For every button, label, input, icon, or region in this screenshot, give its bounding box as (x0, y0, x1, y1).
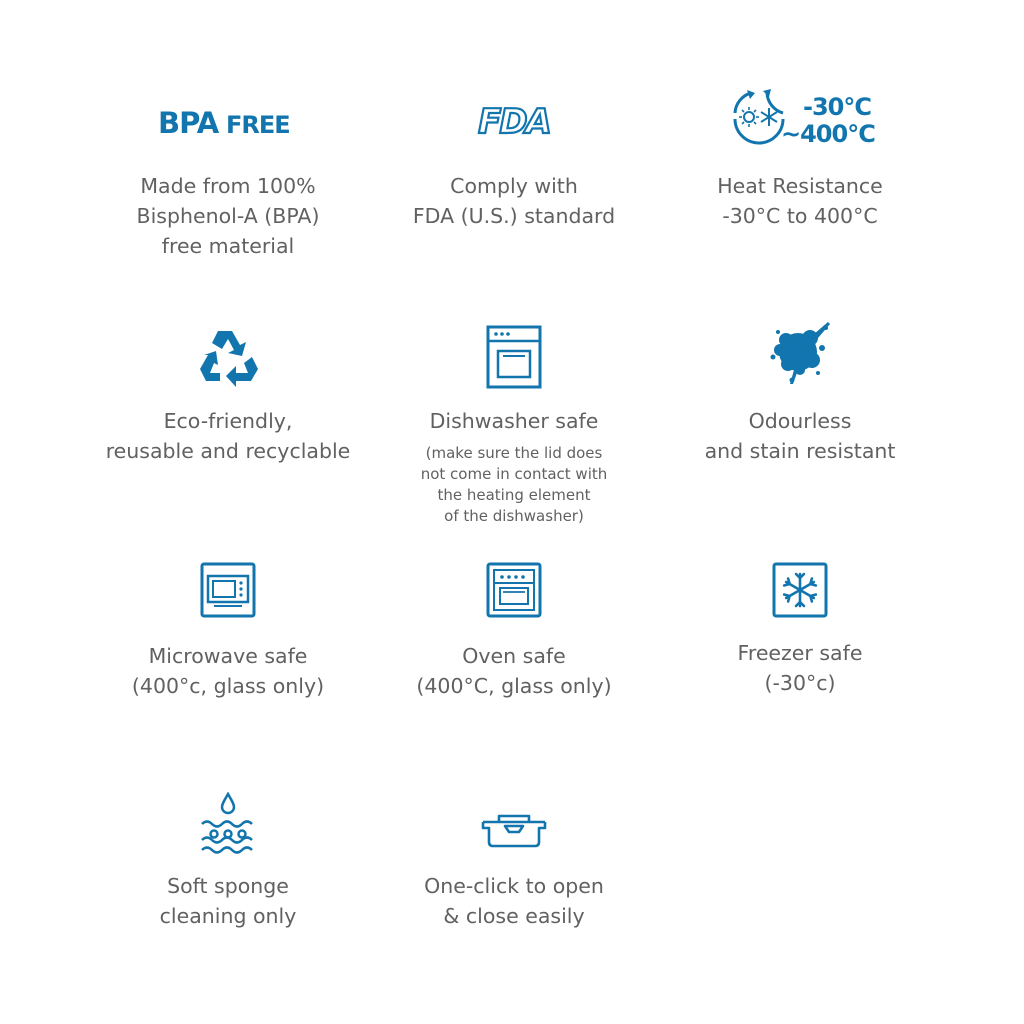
feature-eco-friendly (78, 325, 378, 475)
recycle-icon (196, 325, 260, 389)
oven-icon (486, 562, 542, 618)
svg-text:FREE: FREE (226, 111, 290, 139)
feature-one-click-lid (364, 812, 664, 942)
water-wash-icon (198, 792, 258, 856)
heat-resistance-description: Heat Resistance -30°C to 400°C (717, 174, 883, 228)
fda-logo-icon (469, 97, 559, 141)
snowflake-icon (772, 562, 828, 618)
dishwasher-icon (486, 325, 542, 389)
svg-text:-30°C: -30°C (803, 93, 871, 121)
fda-description: Comply with FDA (U.S.) standard (412, 174, 616, 228)
odourless-description: Odourless and stain resistant (704, 409, 896, 463)
freezer-safe-description: Freezer safe (-30°c) (737, 641, 863, 695)
feature-heat-resistance (650, 85, 950, 245)
svg-text:BPA: BPA (158, 106, 219, 140)
bpa-free-description: Made from 100% Bisphenol-A (BPA) free material (136, 174, 320, 258)
dishwasher-safe-title: Dishwasher safe (429, 409, 599, 433)
feature-microwave-safe (78, 562, 378, 712)
microwave-safe-description: Microwave safe (400°c, glass only) (131, 644, 325, 698)
svg-text:FDA: FDA (478, 102, 550, 141)
container-lid-icon (479, 812, 549, 852)
oven-safe-description: Oven safe (400°C, glass only) (416, 644, 612, 698)
feature-soft-sponge (78, 792, 378, 942)
feature-freezer-safe (650, 562, 950, 712)
feature-bpa-free (78, 95, 378, 265)
feature-oven-safe (364, 562, 664, 712)
eco-friendly-description: Eco-friendly, reusable and recyclable (105, 409, 351, 463)
bpa-free-badge-icon (158, 101, 298, 141)
feature-fda (364, 95, 664, 245)
temperature-cycle-icon (725, 85, 875, 149)
svg-text:~400°C: ~400°C (781, 120, 875, 148)
one-click-lid-description: One-click to open & close easily (424, 874, 604, 928)
microwave-icon (200, 562, 256, 618)
soft-sponge-description: Soft sponge cleaning only (159, 874, 297, 928)
feature-dishwasher-safe (364, 325, 664, 535)
ink-splash-icon (764, 318, 836, 388)
dishwasher-safe-note: (make sure the lid does not come in contact with the heating element of the dishwasher) (420, 444, 608, 525)
feature-odourless (650, 318, 950, 478)
